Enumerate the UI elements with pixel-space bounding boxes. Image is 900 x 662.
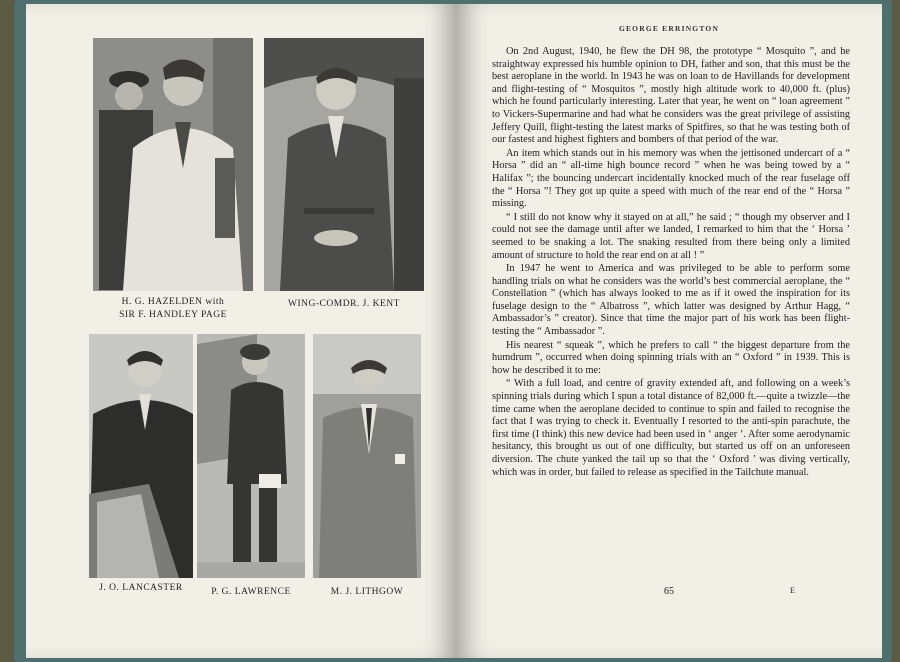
caption-kent (254, 298, 434, 311)
caption-lithgow-line-1: M. J. LITHGOW (330, 587, 404, 597)
caption-hazelden (73, 296, 273, 322)
signature-mark: E (790, 586, 795, 595)
photo-lawrence (197, 334, 305, 578)
caption-lancaster-line-1: J. O. LANCASTER (99, 583, 183, 593)
photo-lithgow (313, 334, 421, 578)
paragraph: His nearest “ squeak ”, which he prefers to call “ the biggest departure from the humdrum ”, occurred when doing spinning trials with an “ Oxford ” in 1939. This is how he described it to me: (492, 339, 850, 376)
paragraph: On 2nd August, 1940, he flew the DH 98, the prototype “ Mosquito ”, and he straightway expressed his humble opinion to DH, father and son, that this must be the best aeroplane in the world. In 1943 he was on loan to de Havillands for development and flight-testing of “ Mosquitos ”, mostly high altitude work to 40,000 ft. (plus) which he found particularly interesting. Later that year, he went on “ loan agreement ” to Vickers-Supermarine and had what he considers was the great privilege of assisting Jeffery Quill, flight-testing the latest marks of Spitfires, so that he was testing both of our fastest and highest fighters and bombers of that period of the war. (492, 46, 850, 146)
paragraph: An item which stands out in his memory was when the jettisoned undercart of a “ Horsa ” did an “ all-time high bounce record ” when he was being towed by a “ Halifax ”; the bouncing undercart incidentally knocked much of the rear fuselage off the “ Horsa ”! They got up quite a speed with much of the rear end of the “ Horsa ” missing. (492, 147, 850, 210)
caption-hazelden-line-1: H. G. HAZELDEN with (121, 297, 225, 307)
photo-hazelden-image (93, 38, 253, 291)
caption-hazelden-line-2: SIR F. HANDLEY PAGE (119, 310, 227, 320)
photo-lithgow-image (313, 334, 421, 578)
photo-lawrence-image (197, 334, 305, 578)
caption-lancaster (81, 582, 201, 595)
right-page (456, 4, 882, 658)
paragraph: “ With a full load, and centre of gravity extended aft, and following on a week’s spinning trials during which I spun a total distance of 82,000 ft.—quite a twizzle—the time came when the aeroplane decided to continue to spin and failed to recognise the fact that I was trying to check it. Eventually I resorted to the anti-spin parachute, the first time (I think) this new device had been used in ‘ anger ’. After some aerodynamic hesitancy, this brought us out of one difficulty, but started us off on an unforeseen diversion. The chute yanked the tail up so that the ‘ Oxford ’ was diving vertically, which was in order, but failed to release as specified in the Tailchute manual. (492, 378, 850, 478)
paragraph: In 1947 he went to America and was privileged to be able to perform some handling trials on what he considers was the world’s best commercial aeroplane, the “ Constellation ” (which has always looked to me as if it owed the inspiration for its fuselage design to the “ Albatross ”, which latter was designed by Arthur Hagg, “ Ambassador’s ” creator). Since that time the major part of his work has been flight-testing the “ Ambassador ”. (492, 263, 850, 338)
caption-lawrence (191, 586, 311, 599)
caption-lawrence-line-1: P. G. LAWRENCE (211, 587, 291, 597)
caption-kent-line-1: WING-COMDR. J. KENT (288, 299, 400, 309)
photo-lancaster (89, 334, 193, 578)
photo-hazelden (93, 38, 253, 291)
photo-lancaster-image (89, 334, 193, 578)
body-text (492, 46, 850, 480)
caption-lithgow (307, 586, 427, 599)
photo-kent (264, 38, 424, 291)
page-number: 65 (664, 586, 674, 597)
running-head: GEORGE ERRINGTON (618, 24, 720, 33)
paragraph: “ I still do not know why it stayed on at all,” he said ; “ though my observer and I could not see the damage until after we landed, I remarked to him that the ‘ Horsa ’ seemed to be snaking a lot. The snaking resulted from there being only a limited amount of structure to hold the rear end on at all ! ” (492, 211, 850, 261)
left-page (26, 4, 456, 658)
photo-kent-image (264, 38, 424, 291)
